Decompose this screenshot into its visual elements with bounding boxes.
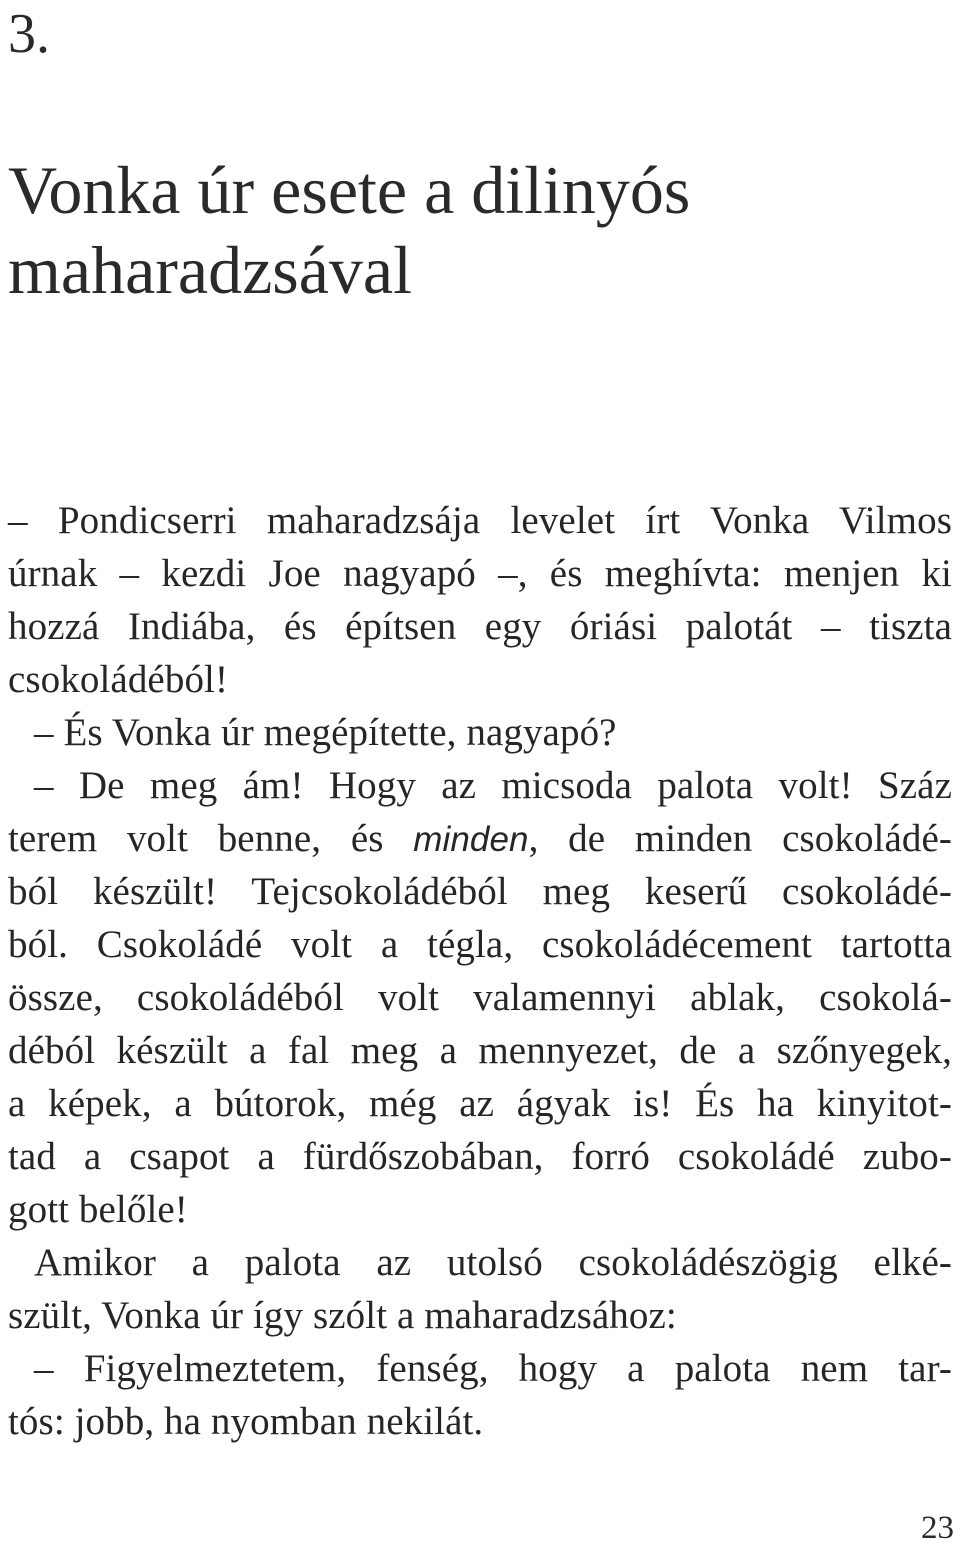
text-line: ból. Csokoládé volt a tégla, csokoládécement tartotta (8, 923, 952, 966)
text-line: úrnak – kezdi Joe nagyapó –, és meghívta: menjen ki (8, 552, 952, 595)
text-line: hozzá Indiába, és építsen egy óriási palotát – tiszta (8, 605, 952, 648)
text-line: csokoládéból! (8, 658, 229, 701)
chapter-title-line: Vonka úr esete a dilinyós (8, 152, 691, 228)
chapter-title-line: maharadzsával (8, 232, 412, 308)
text-line: szült, Vonka úr így szólt a maharadzsához: (8, 1294, 677, 1337)
text-line: tad a csapot a fürdőszobában, forró csokoládé zubo- (8, 1135, 952, 1178)
text-line: – Figyelmeztetem, fenség, hogy a palota nem tar- (34, 1347, 952, 1390)
text-line: tós: jobb, ha nyomban nekilát. (8, 1400, 484, 1443)
text-line: – És Vonka úr megépítette, nagyapó? (34, 711, 617, 754)
text-line: déból készült a fal meg a mennyezet, de a szőnyegek, (8, 1029, 952, 1072)
text-fragment: , de minden csokoládé- (528, 817, 952, 860)
text-line: össze, csokoládéból volt valamennyi ablak, csokolá- (8, 976, 952, 1019)
text-line: Amikor a palota az utolsó csokoládészögig elké- (34, 1241, 952, 1284)
emphasized-word: minden (413, 820, 529, 859)
chapter-number: 3. (8, 3, 50, 65)
text-line (8, 812, 952, 865)
body-text (8, 494, 952, 1448)
text-fragment: terem volt benne, és (8, 817, 414, 860)
text-line: – Pondicserri maharadzsája levelet írt Vonka Vilmos (8, 499, 952, 542)
page-number: 23 (921, 1510, 954, 1546)
chapter-title (8, 150, 948, 310)
text-line: a képek, a bútorok, még az ágyak is! És ha kinyitot- (8, 1082, 952, 1125)
text-line: – De meg ám! Hogy az micsoda palota volt! Száz (34, 764, 952, 807)
text-line: ból készült! Tejcsokoládéból meg keserű csokoládé- (8, 870, 952, 913)
text-line: gott belőle! (8, 1188, 188, 1231)
